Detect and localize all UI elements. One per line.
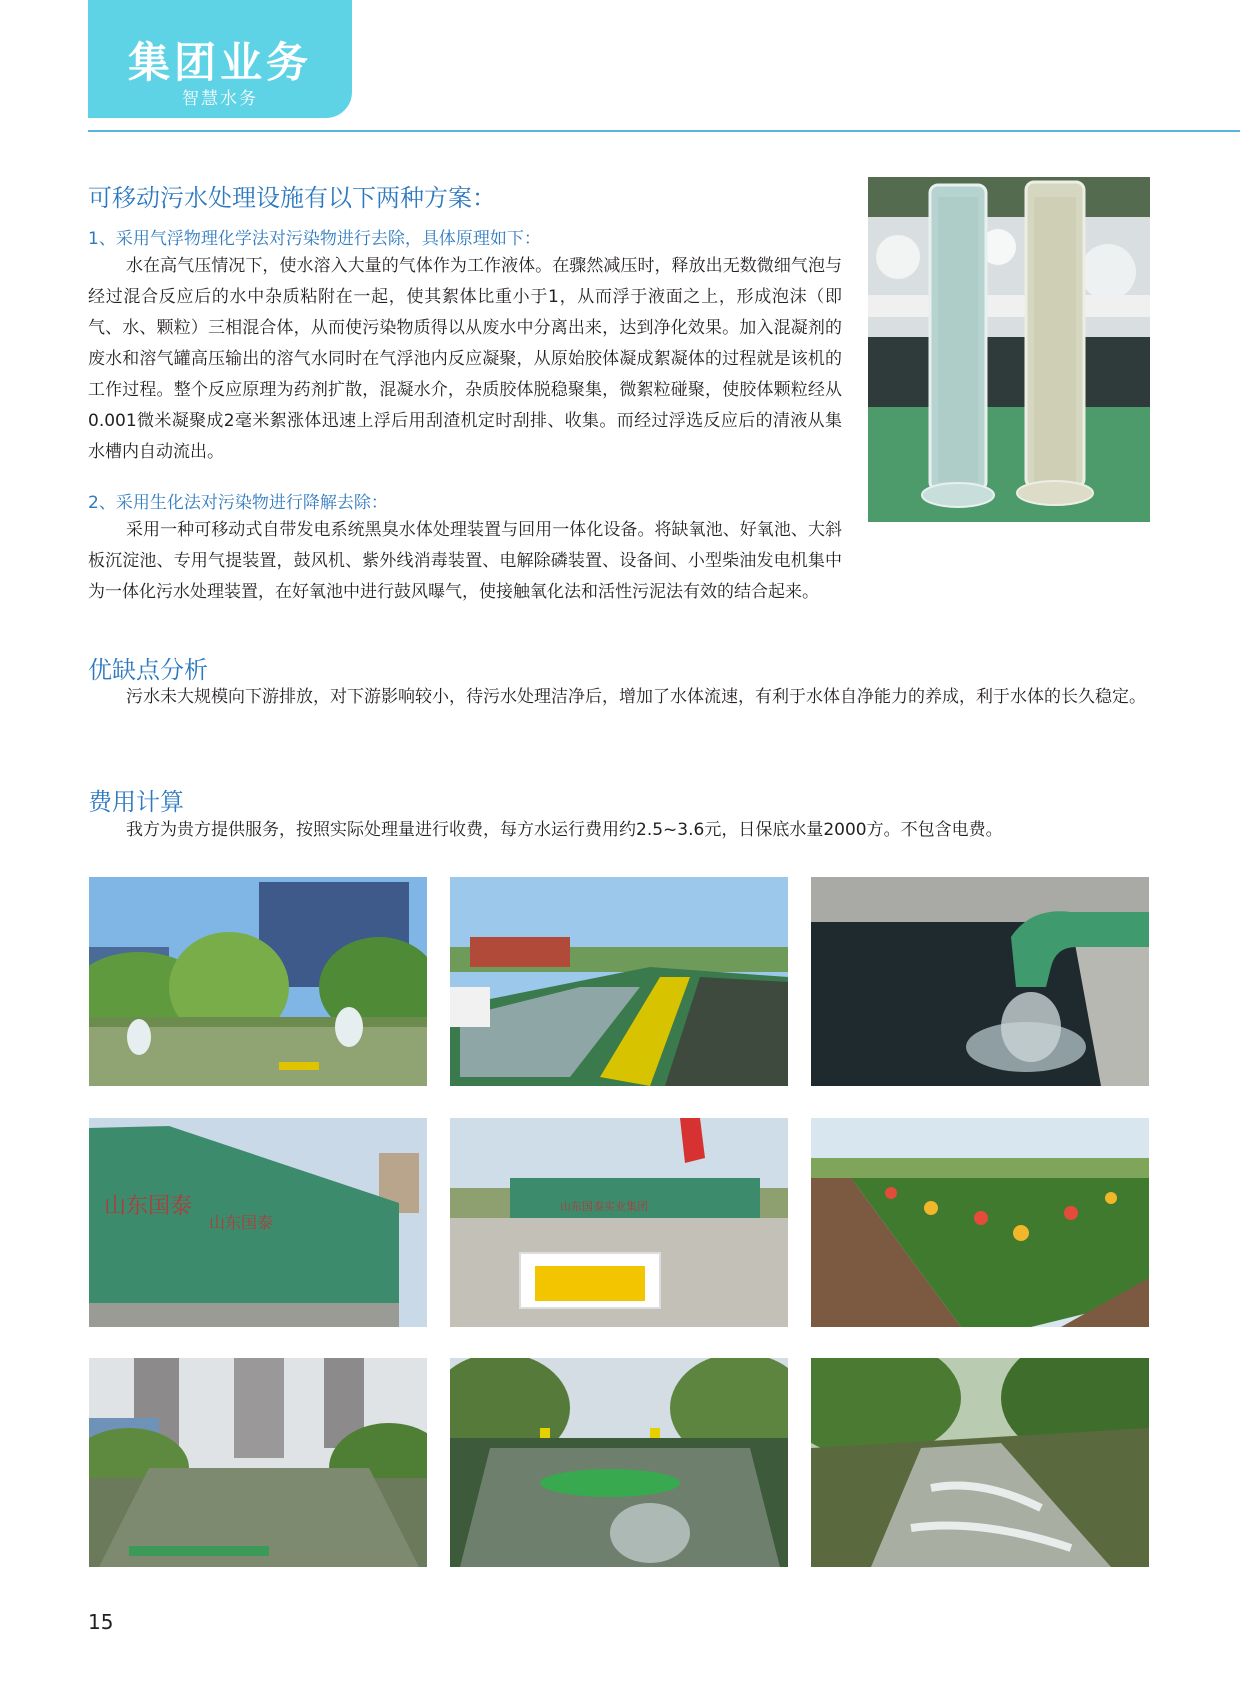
flower-boardwalk-photo	[811, 1118, 1149, 1327]
cost-paragraph: 我方为贵方提供服务，按照实际处理量进行收费，每方水运行费用约2.5~3.6元，日保底水量2000方。不包含电费。	[126, 820, 1003, 840]
urban-canal-photo	[89, 1358, 427, 1567]
section-heading-cost: 费用计算	[88, 788, 184, 816]
river-aeration-photo	[450, 1358, 788, 1567]
method2-title: 2、采用生化法对污染物进行降解去除：	[88, 493, 388, 513]
container-facility-photo	[89, 1118, 427, 1327]
aeration-basin-photo	[450, 877, 788, 1086]
stream-flow-photo	[811, 1358, 1149, 1567]
method1-paragraph: 水在高气压情况下，使水溶入大量的气体作为工作液体。在骤然减压时，释放出无数微细气泡与经过混合反应后的水中杂质粘附在一起，使其絮体比重小于1，从而浮于液面之上，形成泡沫（即气、水、颗粒）三相混合体，从而使污染物质得以从废水中分离出来，达到净化效果。加入混凝剂的废水和溶气罐高压输出的溶气水同时在气浮池内反应凝聚，从原始胶体凝成絮凝体的过程就是该机的工作过程。整个反应原理为药剂扩散，混凝水介，杂质胶体脱稳聚集，微絮粒碰聚，使胶体颗粒经从0.001微米凝聚成2毫米絮涨体迅速上浮后用刮渣机定时刮排、收集。而经过浮选反应后的清液从集水槽内自动流出。	[88, 256, 842, 462]
section-heading-pros-cons: 优缺点分析	[88, 656, 208, 684]
header-divider	[88, 130, 1240, 132]
header-tab	[88, 0, 352, 118]
header-subtitle: 智慧水务	[182, 89, 258, 109]
pros-cons-paragraph: 污水未大规模向下游排放，对下游影响较小，待污水处理洁净后，增加了水体流速，有利于水体自净能力的养成，利于水体的长久稳定。	[126, 687, 1146, 707]
discharge-pipe-photo	[811, 877, 1149, 1086]
building-sign-2: 山东国泰	[209, 1213, 274, 1232]
page-number: 15	[88, 1610, 114, 1634]
site-overview-photo	[450, 1118, 788, 1327]
building-sign-1: 山东国泰	[104, 1194, 193, 1219]
park-fountain-photo	[89, 877, 427, 1086]
header-title: 集团业务	[127, 38, 312, 87]
cylinder-comparison-photo	[868, 177, 1150, 522]
method2-paragraph: 采用一种可移动式自带发电系统黑臭水体处理装置与回用一体化设备。将缺氧池、好氧池、大斜板沉淀池、专用气提装置，鼓风机、紫外线消毒装置、电解除磷装置、设备间、小型柴油发电机集中为一体化污水处理装置，在好氧池中进行鼓风曝气，使接触氧化法和活性污泥法有效的结合起来。	[88, 520, 842, 602]
building-sign-3: 山东国泰实业集团	[560, 1200, 648, 1213]
method1-title: 1、采用气浮物理化学法对污染物进行去除，具体原理如下：	[88, 229, 541, 249]
section-heading-solutions: 可移动污水处理设施有以下两种方案：	[88, 184, 496, 212]
